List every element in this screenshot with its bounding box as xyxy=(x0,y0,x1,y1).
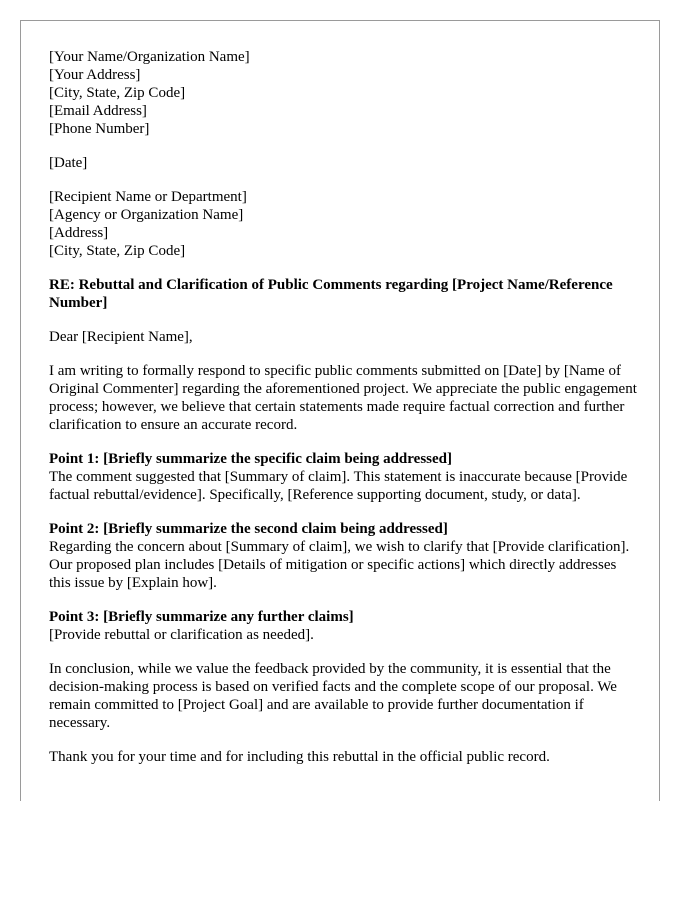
sender-email: [Email Address] xyxy=(49,103,147,119)
subject-line: RE: Rebuttal and Clarification of Public Comments regarding [Project Name/Reference Number] xyxy=(49,277,613,311)
sender-city: [City, State, Zip Code] xyxy=(49,85,186,101)
conclusion-paragraph: In conclusion, while we value the feedback provided by the community, it is essential that the decision-making process is based on verified facts and the complete scope of our proposal. We remain committed to [Project Goal] and are available to provide further documentation if necessary. xyxy=(49,661,617,731)
date-block xyxy=(49,154,639,172)
point-body: Regarding the concern about [Summary of claim], we wish to clarify that [Provide clarification]. Our proposed plan includes [Details of mitigation or specific actions] which directly addresses this issue by [Explain how]. xyxy=(49,539,630,591)
point-heading: Point 2: [Briefly summarize the second claim being addressed] xyxy=(49,521,448,537)
closing-paragraph: Thank you for your time and for including this rebuttal in the official public record. xyxy=(49,749,550,765)
sender-phone: [Phone Number] xyxy=(49,121,150,137)
point-body: The comment suggested that [Summary of claim]. This statement is inaccurate because [Provide factual rebuttal/evidence]. Specifically, [Reference supporting document, study, or data]. xyxy=(49,469,628,503)
letter-date: [Date] xyxy=(49,155,88,171)
letter-page xyxy=(20,20,660,801)
point-2 xyxy=(49,520,639,592)
salutation: Dear [Recipient Name], xyxy=(49,329,193,345)
point-1 xyxy=(49,450,639,504)
letter-content xyxy=(49,48,639,782)
point-heading: Point 1: [Briefly summarize the specific claim being addressed] xyxy=(49,451,452,467)
recipient-city: [City, State, Zip Code] xyxy=(49,243,186,259)
recipient-block xyxy=(49,188,639,260)
sender-address: [Your Address] xyxy=(49,67,141,83)
point-body: [Provide rebuttal or clarification as needed]. xyxy=(49,627,314,643)
sender-name: [Your Name/Organization Name] xyxy=(49,49,250,65)
intro-paragraph: I am writing to formally respond to specific public comments submitted on [Date] by [Name of Original Commenter] regarding the aforementioned project. We appreciate the public engagement process; however, we believe that certain statements made require factual correction and further clarification to ensure an accurate record. xyxy=(49,363,637,433)
point-heading: Point 3: [Briefly summarize any further claims] xyxy=(49,609,354,625)
recipient-agency: [Agency or Organization Name] xyxy=(49,207,244,223)
point-3 xyxy=(49,608,639,644)
sender-block xyxy=(49,48,639,138)
recipient-address: [Address] xyxy=(49,225,109,241)
recipient-name: [Recipient Name or Department] xyxy=(49,189,247,205)
